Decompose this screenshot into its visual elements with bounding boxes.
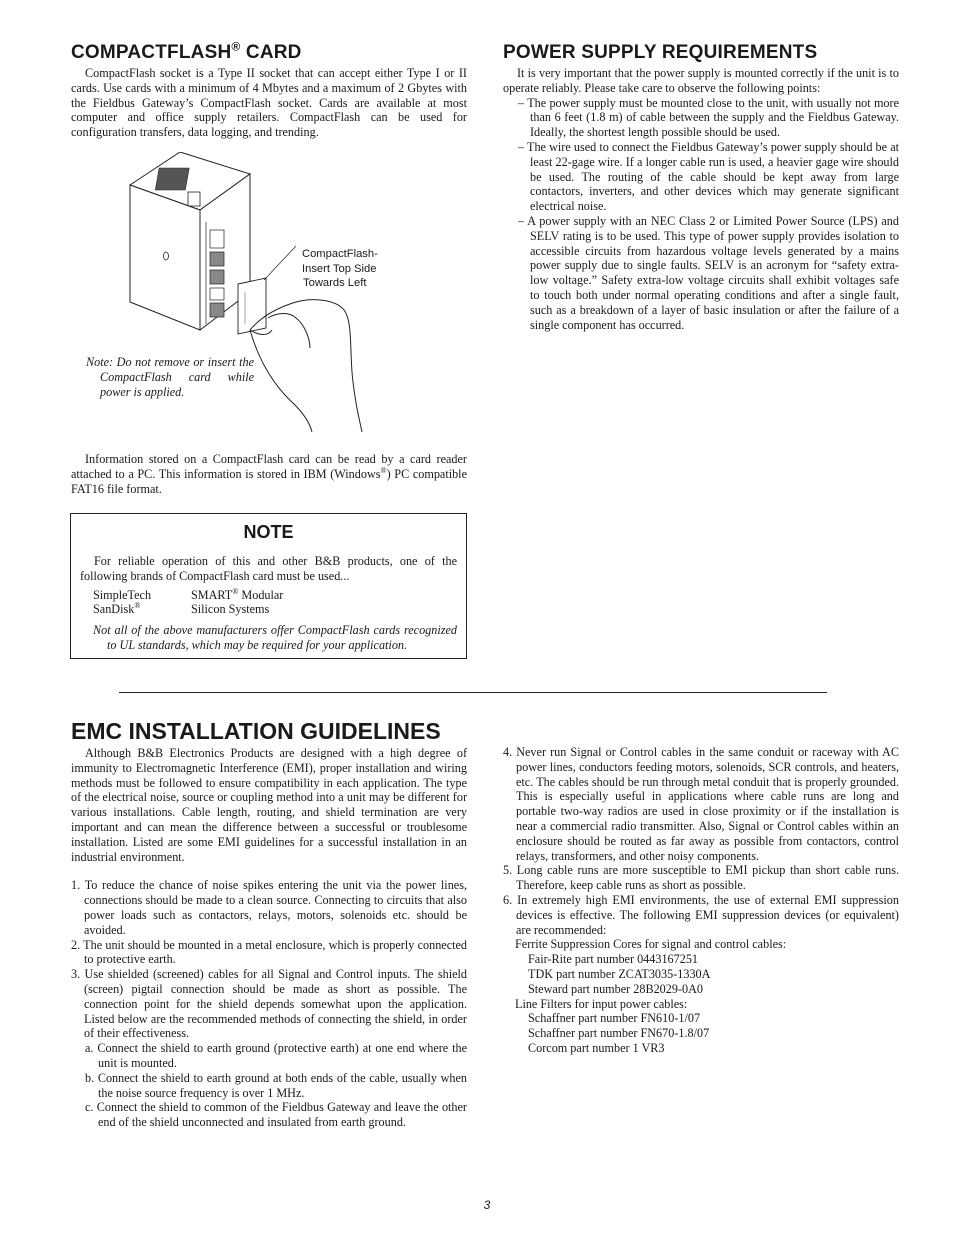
ferrite-label: Ferrite Suppression Cores for signal and control cables: — [515, 937, 787, 952]
filter-part: Schaffner part number FN610-1/07 — [528, 1011, 701, 1026]
filter-part: Schaffner part number FN670-1.8/07 — [528, 1026, 710, 1041]
power-point: – The power supply must be mounted close to the unit, with usually not more than 6 feet (1.8 m) of cable between the supply and the Fieldbus Gateway. Ideally, the shortest length possible should be used. — [518, 95, 899, 140]
ferrite-part: Steward part number 28B2029-0A0 — [528, 981, 703, 996]
hand-outline — [250, 300, 362, 432]
emc-left-column — [71, 718, 467, 1130]
power-heading: POWER SUPPLY REQUIREMENTS — [503, 42, 818, 63]
ferrite-part: TDK part number ZCAT3035-1330A — [528, 966, 711, 981]
emc-intro: Although B&B Electronics Products are designed with a high degree of immunity to Electromagnetic Interference (EMI), proper installation and wiring methods must be followed to ensure compatibility in each application. The type of the electrical noise, source or coupling method into a unit may be different for various installations. Cable length, routing, and shield termination are very important and can mean the difference between a successful or troublesome installation. Listed are some EMI guidelines for a successful installation in an industrial environment. — [71, 746, 467, 864]
power-point: – The wire used to connect the Fieldbus Gateway’s power supply should be at least 22-gage wire. If a longer cable run is used, a heavier gage wire should be used. The routing of the cable should be kept away from large contactors, inverters, and other devices which may generate significant electrical noise. — [518, 139, 899, 214]
emc-right-column — [503, 745, 899, 1056]
brand-row: SanDisk® Silicon Systems — [93, 601, 270, 617]
brand-row: SimpleTech SMART® Modular — [93, 586, 284, 602]
brand-table — [80, 588, 457, 618]
emc-subitem: b. Connect the shield to earth ground at both ends of the cable, usually when the noise source frequency is over 1 MHz. — [85, 1070, 467, 1100]
callout-line-2: Insert Top Side — [302, 263, 377, 275]
emc-heading: EMC INSTALLATION GUIDELINES — [71, 718, 441, 744]
vent-grid — [155, 168, 189, 190]
emc-subitem: c. Connect the shield to common of the Fieldbus Gateway and leave the other end of the shield unconnected and insulated from earth ground. — [85, 1100, 467, 1130]
power-intro: It is very important that the power supply is mounted correctly if the unit is to operate reliably. Please take care to observe the following points: — [503, 66, 899, 95]
note-box — [70, 513, 467, 659]
power-point: – A power supply with an NEC Class 2 or Limited Power Source (LPS) and SELV rating is to be used. This type of power supply provides isolation to accessible circuits from hazardous voltage levels generated by a mains power supply due to single faults. SELV is an acronym for “safety extra-low voltage.” Safety extra-low voltage circuits shall exhibit voltages safe to touch both under normal operating conditions and after a single fault, such as a breakdown of a layer of basic insulation or after the failure of a single component has occurred. — [518, 213, 899, 332]
emc-item: 5. Long cable runs are more susceptible to EMI pickup than short cable runs. Therefore, keep cable runs as short as possible. — [503, 863, 899, 893]
callout-line-1: CompactFlash- — [302, 248, 378, 260]
compactflash-card — [238, 278, 266, 334]
ferrite-part: Fair-Rite part number 0443167251 — [528, 952, 699, 967]
page-number: 3 — [483, 1198, 491, 1212]
filter-label: Line Filters for input power cables: — [515, 996, 688, 1011]
note-footer: Not all of the above manufacturers offer CompactFlash cards recognized to UL standards, which may be required for your application. — [93, 623, 457, 652]
filter-part: Corcom part number 1 VR3 — [528, 1040, 665, 1055]
emc-item: 3. Use shielded (screened) cables for all Signal and Control inputs. The shield (screen) pigtail connection should be made as short as possible. The connection point for the shield depends somewhat upon the application. Listed below are the recommended methods of connecting the shield, in order of their effectiveness. — [71, 967, 467, 1041]
removal-note: Note: Do not remove or insert the CompactFlash card while power is applied. — [86, 355, 254, 399]
info-paragraph: Information stored on a CompactFlash card can be read by a card reader attached to a PC. This information is stored in IBM (Windows®) PC compatible FAT16 file format. — [71, 452, 467, 496]
compactflash-heading: COMPACTFLASH® CARD — [71, 39, 302, 63]
emc-item: 6. In extremely high EMI environments, the use of external EMI suppression devices is effective. The following EMI suppression devices (or equivalent) are recommended: — [503, 892, 899, 937]
compactflash-paragraph: CompactFlash socket is a Type II socket that can accept either Type I or II cards. Use cards with a minimum of 4 Mbytes and a maximum of 2 Gbytes with the Fieldbus Gateway’s CompactFlash socket. Cards are available at most computer and office supply retailers. CompactFlash can be used for configuration transfers, data logging, and trending. — [71, 66, 467, 140]
emc-item: 2. The unit should be mounted in a metal enclosure, which is properly connected to protective earth. — [71, 937, 467, 967]
callout-line-3: Towards Left — [303, 277, 367, 289]
power-section — [503, 42, 899, 332]
note-title: NOTE — [243, 522, 294, 542]
emc-subitem: a. Connect the shield to earth ground (protective earth) at one end where the unit is mounted. — [85, 1041, 467, 1070]
emc-item: 4. Never run Signal or Control cables in the same conduit or raceway with AC power lines, conductors feeding motors, solenoids, SCR controls, and heaters, etc. The cables should be run through metal conduit that is properly grounded. This is especially useful in applications where cable runs are long and portable two-way radios are used in close proximity or if the installation is near a commercial radio transmitter. Also, Signal or Control cables within an enclosure should be routed as far away as possible from contactors, control relays, transformers, and other noisy components. — [503, 745, 899, 863]
note-paragraph: For reliable operation of this and other B&B products, one of the following brands of CompactFlash card must be used... — [80, 554, 457, 583]
info-paragraph-block — [71, 452, 467, 496]
emc-item: 1. To reduce the chance of noise spikes entering the unit via the power lines, connections should be made to a clean source. Connecting to circuits that also power loads such as contactors, relays, motors, solenoids etc. should be avoided. — [71, 878, 467, 937]
section-divider — [119, 692, 827, 693]
compactflash-section — [71, 39, 467, 140]
